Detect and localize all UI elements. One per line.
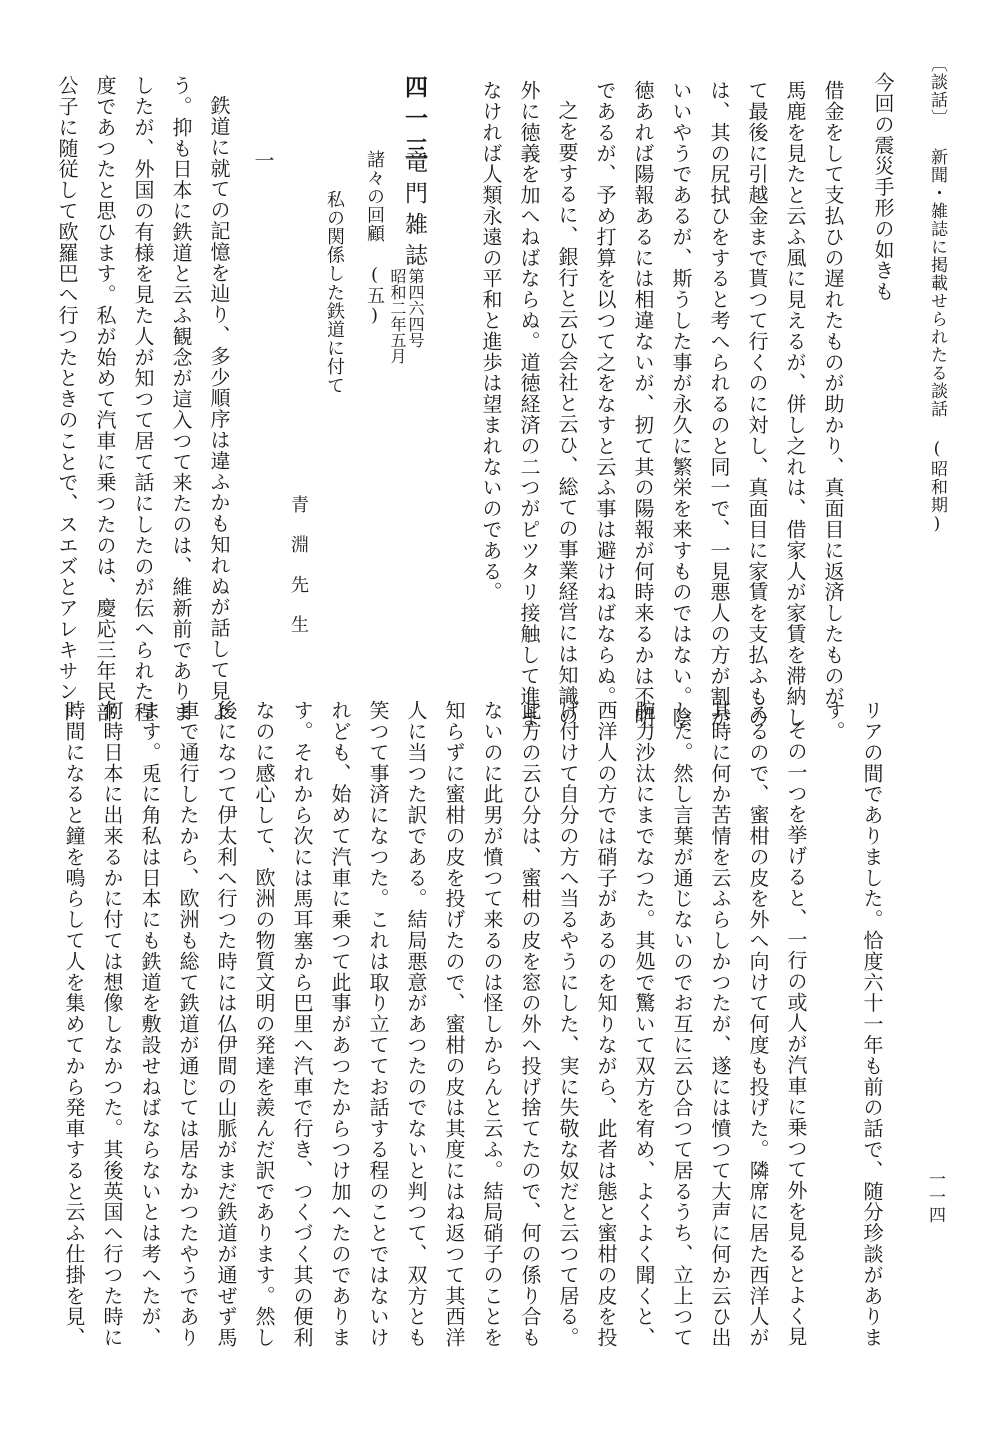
text-column: であるが、予め打算を以つて之をなすと云ふ事は避けねばならぬ。 (593, 80, 617, 707)
section-subheading: 今回の震災手形の如きも (871, 72, 895, 302)
text-column: 其時に何か苦情を云ふらしかつたが、遂には憤つて大声に何か云ひ出 (708, 700, 732, 1348)
text-column: いいやうであるが、斯うした事が永久に繁栄を来すものではない。陰 (669, 80, 693, 728)
text-column: 後になつて伊太利へ行つた時には仏伊間の山脈がまだ鉄道が通ぜず馬 (214, 700, 238, 1348)
text-column: 此方の云ひ分は、蜜柑の皮を窓の外へ投げ捨てたので、何の係り合も (518, 700, 542, 1348)
text-column: リアの間でありました。恰度六十一年も前の話で、随分珍談がありま (860, 700, 884, 1348)
text-column: 時間になると鐘を鳴らして人を集めてから発車すると云ふ仕掛を見、 (62, 700, 86, 1348)
text-column: は、其の尻拭ひをすると考へられるのと同一で、一見悪人の方が割が (707, 80, 731, 728)
text-column: 度であつたと思ひます。私が始めて汽車に乗つたのは、慶応三年民部 (93, 75, 117, 723)
text-column: 外に徳義を加へねばならぬ。道徳経済の二つがピツタリ接触して進ま (517, 80, 541, 728)
text-column: なのに感心して、欧洲の物質文明の発達を羨んだ訳であります。然し (252, 700, 276, 1348)
text-column: なければ人類永遠の平和と進歩は望まれないのである。 (479, 80, 503, 603)
magazine-title: 竜門雑誌 (401, 150, 427, 274)
text-column: 借金をして支払ひの遅れたものが助かり、真面目に返済したものが (821, 80, 845, 707)
text-column: す。それから次には馬耳塞から巴里へ汽車で行き、つくづく其の便利 (290, 700, 314, 1348)
running-title: 〔談話〕 新聞・雑誌に掲載せられたる談話 (昭和期) (927, 55, 947, 535)
issue-number: 第四六四号 (406, 268, 425, 348)
text-column: 車で通行したから、欧洲も総て鉄道が通じては居なかつたやうであり (176, 700, 200, 1348)
speaker-name: 青淵先生 (288, 495, 309, 655)
text-column: ます。兎に角私は日本にも鉄道を敷設せねばならないとは考へたが、 (138, 700, 162, 1348)
text-column: したが、外国の有様を見た人が知つて居て話にしたのが伝へられた程 (131, 75, 155, 723)
text-column: 知らずに蜜柑の皮を投げたので、蜜柑の皮は其度にはね返つて其西洋 (442, 700, 466, 1348)
text-column: 何時日本に出来るかに付ては想像しなかつた。其後英国へ行つた時に (100, 700, 124, 1348)
text-column: 人に当つた訳である。結局悪意があつたのでないと判つて、双方とも (404, 700, 428, 1348)
text-column: す。 (822, 700, 846, 742)
text-column: した。然し言葉が通じないのでお互に云ひ合つて居るうち、立上つて (670, 700, 694, 1348)
article-subtitle: 私の関係した鉄道に付て (324, 190, 345, 395)
text-column: 公子に随従して欧羅巴へ行つたときのことで、スエズとアレキサンド (55, 75, 79, 723)
text-column: 腕力沙汰にまでなつた。其処で驚いて双方を宥め、よくよく聞くと、 (632, 700, 656, 1348)
article-number: 四一三 (401, 75, 428, 168)
text-column: 徳あれば陽報あるには相違ないが、扨て其の陽報が何時来るかは不明 (631, 80, 655, 728)
text-column: て最後に引越金まで貰つて行くのに対し、真面目に家賃を支払ふもの (745, 80, 769, 728)
text-column: その一つを挙げると、一行の或人が汽車に乗つて外を見るとよく見 (784, 720, 808, 1347)
text-column: 之を要するに、銀行と云ひ会社と云ひ、総ての事業経営には知識の (555, 100, 579, 727)
text-column: 鉄道に就ての記憶を辿り、多少順序は違ふかも知れぬが話して見よ (207, 95, 231, 722)
text-column: う。抑も日本に鉄道と云ふ観念が這入つて来たのは、維新前でありま (169, 75, 193, 723)
text-column: 笑つて事済になつた。これは取り立ててお話する程のことではないけ (366, 700, 390, 1348)
section-number: 一 (251, 150, 275, 171)
text-column: れども、始めて汽車に乗つて此事があつたからつけ加へたのでありま (328, 700, 352, 1348)
text-column: 馬鹿を見たと云ふ風に見えるが、併し之れは、借家人が家賃を滞納し (783, 80, 807, 728)
series-title: 諸々の回顧 (五) (364, 150, 385, 327)
text-column: ないのに此男が憤つて来るのは怪しからんと云ふ。結局硝子のことを (480, 700, 504, 1348)
text-column: げ付けて自分の方へ当るやうにした、実に失敬な奴だと云つて居る。 (556, 700, 580, 1348)
page-number: 一一四 (925, 1170, 945, 1224)
text-column: えるので、蜜柑の皮を外へ向けて何度も投げた。隣席に居た西洋人が (746, 700, 770, 1348)
issue-date: 昭和二年五月 (388, 268, 407, 364)
text-column: 西洋人の方では硝子があるのを知りながら、此者は態と蜜柑の皮を投 (594, 700, 618, 1348)
